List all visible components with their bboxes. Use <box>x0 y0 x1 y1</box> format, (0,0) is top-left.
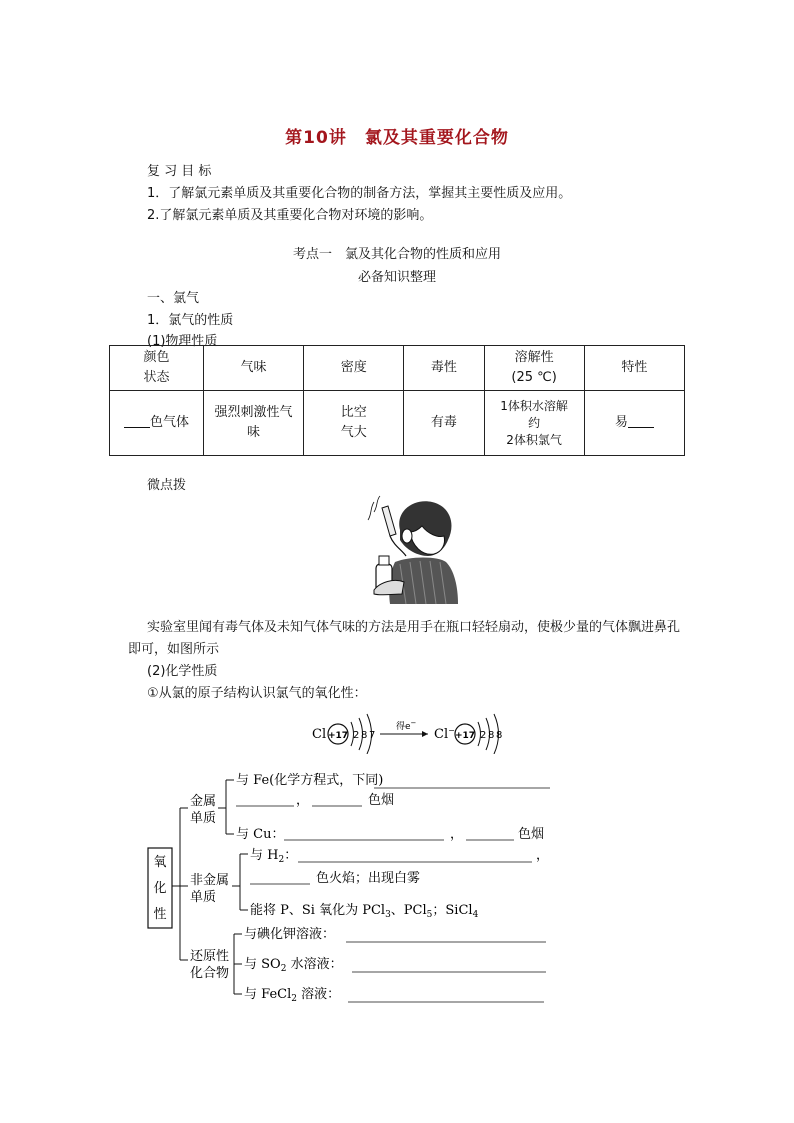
cl-symbol: Cl <box>312 727 327 742</box>
cu-comma: ， <box>450 827 464 842</box>
cell-density: 比空 气大 <box>304 391 404 456</box>
section-chlorine: 一、氯气 <box>147 291 200 306</box>
header-special: 特性 <box>584 346 684 391</box>
nucleus-charge: +17 <box>327 731 349 741</box>
ki-label: 与碘化钾溶液： <box>244 927 336 942</box>
h2-comma: ， <box>536 848 550 863</box>
root-char-3: 性 <box>153 907 167 922</box>
oxidation-mindmap <box>146 768 566 1008</box>
so2-label: 与 $SO_2$ 水溶液： <box>244 957 343 974</box>
table-header-row <box>110 346 685 391</box>
chemical-properties-heading: (2)化学性质 <box>147 664 218 679</box>
physical-properties-table <box>109 345 685 456</box>
cl-ion-symbol: Cl− <box>434 726 455 742</box>
h2-label: 与 $H_2$： <box>250 848 298 865</box>
shell-3: 7 <box>369 730 376 741</box>
shell-2: 8 <box>488 730 495 741</box>
shell-1: 2 <box>480 730 487 741</box>
table-row <box>110 391 685 456</box>
fe-smoke: 色烟 <box>368 793 395 808</box>
fe-comma: ， <box>296 793 310 808</box>
fill-blank[interactable] <box>124 413 150 428</box>
root-char-1: 氧 <box>153 855 167 870</box>
psi-text: 能将 P、Si 氧化为 PCl$_3$、PCl$_5$；SiCl$_4$ <box>250 903 479 920</box>
cell-odor: 强烈刺激性气 味 <box>203 391 303 456</box>
cell-special <box>584 391 684 456</box>
cu-label: 与 Cu： <box>236 827 285 842</box>
header-solubility: 溶解性 (25 ℃) <box>484 346 584 391</box>
arrow-icon <box>422 731 428 737</box>
kaodian-title: 考点一 氯及其化合物的性质和应用 <box>292 247 501 262</box>
shell-3: 8 <box>496 730 503 741</box>
group-reducing-1: 还原性 <box>190 949 230 964</box>
nucleus-charge: +17 <box>454 731 476 741</box>
section-chlorine-properties: 1．氯气的性质 <box>147 313 234 328</box>
header-toxicity: 毒性 <box>404 346 484 391</box>
cell-special-text: 易 <box>614 415 628 430</box>
oxidation-intro: ①从氯的原子结构认识氯气的氧化性： <box>147 686 367 701</box>
goal-item-2: 2.了解氯元素单质及其重要化合物对环境的影响。 <box>147 208 433 223</box>
shell-2: 8 <box>361 730 368 741</box>
goals-heading: 复 习 目 标 <box>147 164 212 179</box>
arrow-label: 得e− <box>396 719 417 732</box>
cell-color-state <box>110 391 204 456</box>
fe-label: 与 Fe(化学方程式，下同) <box>236 773 384 788</box>
fecl2-label: 与 FeCl$_2$ 溶液： <box>244 987 341 1004</box>
cell-color-text: 色气体 <box>149 415 189 430</box>
goal-item-1: 1．了解氯元素单质及其重要化合物的制备方法，掌握其主要性质及应用。 <box>147 186 572 201</box>
group-metal-1: 金属 <box>190 794 217 809</box>
chlorine-atom-structure-diagram <box>310 712 510 754</box>
cell-toxicity: 有毒 <box>404 391 484 456</box>
cell-solubility: 1体积水溶解 约 2体积氯气 <box>484 391 584 456</box>
shell-1: 2 <box>353 730 360 741</box>
group-nonmetal-2: 单质 <box>190 890 217 905</box>
cu-smoke: 色烟 <box>518 827 545 842</box>
physical-properties-heading: (1)物理性质 <box>147 334 218 349</box>
h2-flame: 色火焰；出现白雾 <box>316 871 421 886</box>
root-char-2: 化 <box>153 881 167 896</box>
tip-text: 实验室里闻有毒气体及未知气体气味的方法是用手在瓶口轻轻扇动，使极少量的气体飘进鼻孔即可，如图所示 <box>128 620 681 657</box>
header-odor: 气味 <box>203 346 303 391</box>
group-reducing-2: 化合物 <box>190 966 230 981</box>
header-color-state: 颜色 状态 <box>110 346 204 391</box>
tip-label: 微点拨 <box>147 478 187 493</box>
group-nonmetal-1: 非金属 <box>190 873 230 888</box>
fill-blank[interactable] <box>628 413 654 428</box>
group-metal-2: 单质 <box>190 811 217 826</box>
page-title: 第10讲 氯及其重要化合物 <box>285 128 509 148</box>
kaodian-subtitle: 必备知识整理 <box>357 270 436 285</box>
header-density: 密度 <box>304 346 404 391</box>
smelling-gas-illustration <box>360 490 460 605</box>
